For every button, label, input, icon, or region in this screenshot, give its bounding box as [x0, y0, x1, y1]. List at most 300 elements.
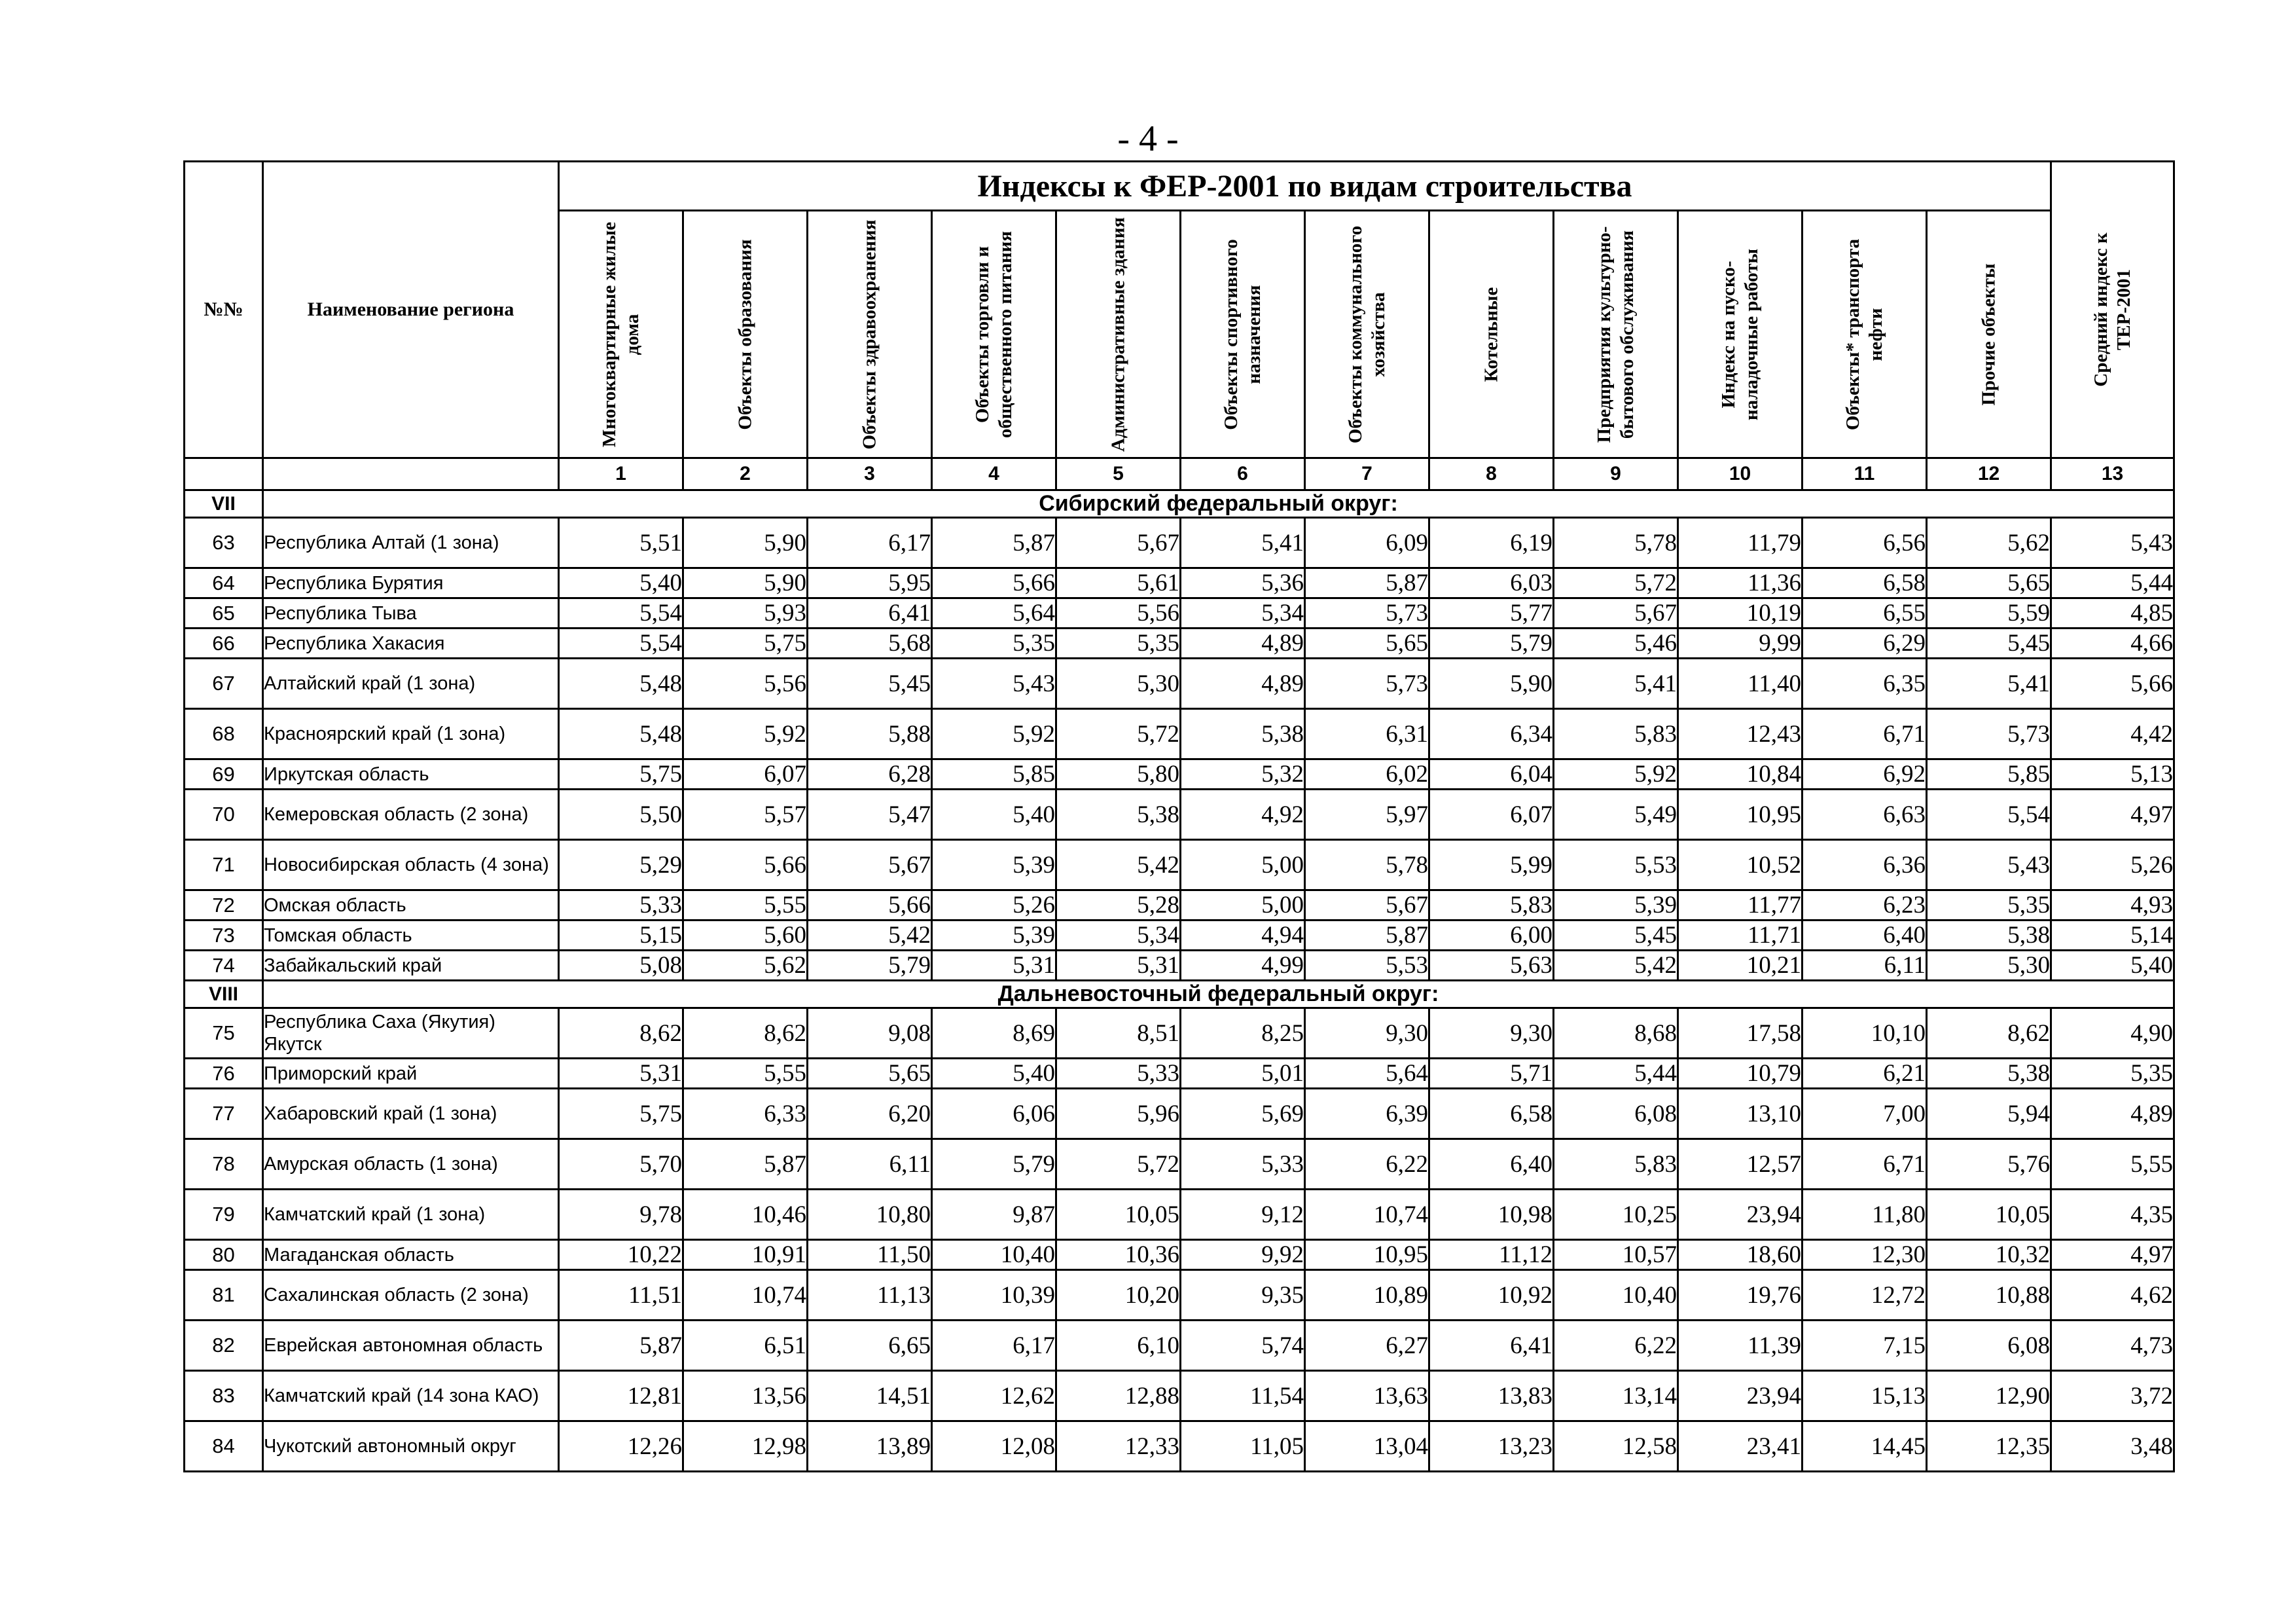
index-value: 5,72 — [1554, 568, 1678, 598]
index-value: 10,19 — [1678, 598, 1803, 629]
index-value: 5,95 — [808, 568, 932, 598]
table-row — [185, 1270, 2174, 1321]
index-value: 5,54 — [559, 598, 683, 629]
index-value: 5,49 — [1554, 790, 1678, 840]
region-name: Республика Тыва — [263, 598, 559, 629]
region-name: Кемеровская область (2 зона) — [263, 790, 559, 840]
index-value: 10,79 — [1678, 1059, 1803, 1089]
region-name: Иркутская область — [263, 759, 559, 790]
table-row — [185, 1321, 2174, 1371]
index-value: 5,41 — [1554, 659, 1678, 709]
index-value: 5,75 — [559, 759, 683, 790]
index-value: 8,62 — [1927, 1008, 2051, 1059]
index-value: 6,65 — [808, 1321, 932, 1371]
index-value: 8,68 — [1554, 1008, 1678, 1059]
region-name: Амурская область (1 зона) — [263, 1139, 559, 1190]
region-name: Хабаровский край (1 зона) — [263, 1089, 559, 1139]
row-number: 82 — [185, 1321, 263, 1371]
index-value: 5,56 — [1056, 598, 1181, 629]
index-value: 5,87 — [1305, 921, 1429, 951]
index-value: 11,79 — [1678, 518, 1803, 568]
index-value: 5,38 — [1927, 921, 2051, 951]
row-number: 76 — [185, 1059, 263, 1089]
index-value: 5,43 — [1927, 840, 2051, 890]
index-value: 5,72 — [1056, 709, 1181, 759]
index-value: 5,45 — [1927, 629, 2051, 659]
index-value: 5,40 — [932, 790, 1056, 840]
region-name: Забайкальский край — [263, 951, 559, 981]
index-value: 6,17 — [808, 518, 932, 568]
region-name: Республика Бурятия — [263, 568, 559, 598]
table-row — [185, 921, 2174, 951]
table-row — [185, 759, 2174, 790]
index-value: 6,40 — [1803, 921, 1927, 951]
table-row — [185, 1139, 2174, 1190]
index-value: 4,99 — [1181, 951, 1305, 981]
column-number: 4 — [932, 458, 1056, 490]
column-number: 10 — [1678, 458, 1803, 490]
index-value: 13,89 — [808, 1421, 932, 1472]
index-value: 5,40 — [932, 1059, 1056, 1089]
index-value: 6,71 — [1803, 1139, 1927, 1190]
index-value: 5,71 — [1429, 1059, 1554, 1089]
index-value: 9,99 — [1678, 629, 1803, 659]
index-value: 17,58 — [1678, 1008, 1803, 1059]
index-value: 5,35 — [932, 629, 1056, 659]
header-nn: №№ — [185, 162, 263, 458]
index-value: 6,21 — [1803, 1059, 1927, 1089]
table-row — [185, 1240, 2174, 1270]
index-value: 9,12 — [1181, 1190, 1305, 1240]
index-value: 6,58 — [1803, 568, 1927, 598]
table-row — [185, 568, 2174, 598]
section-header-row — [185, 490, 2174, 518]
row-number: 75 — [185, 1008, 263, 1059]
region-name: Республика Саха (Якутия) Якутск — [263, 1008, 559, 1059]
index-value: 10,10 — [1803, 1008, 1927, 1059]
index-value: 23,41 — [1678, 1421, 1803, 1472]
index-value: 5,75 — [559, 1089, 683, 1139]
index-value: 5,94 — [1927, 1089, 2051, 1139]
index-value: 5,64 — [1305, 1059, 1429, 1089]
index-value: 10,98 — [1429, 1190, 1554, 1240]
header-col-4: Объекты торговли и общественного питания — [932, 211, 1056, 458]
index-value: 5,67 — [1554, 598, 1678, 629]
row-number: 84 — [185, 1421, 263, 1472]
index-value: 5,42 — [1554, 951, 1678, 981]
table-row — [185, 659, 2174, 709]
index-value: 4,89 — [2051, 1089, 2174, 1139]
index-value: 10,92 — [1429, 1270, 1554, 1321]
index-value: 6,22 — [1554, 1321, 1678, 1371]
index-value: 5,76 — [1927, 1139, 2051, 1190]
section-header-row — [185, 981, 2174, 1008]
table-row — [185, 1089, 2174, 1139]
column-number: 12 — [1927, 458, 2051, 490]
index-value: 13,10 — [1678, 1089, 1803, 1139]
index-value: 6,22 — [1305, 1139, 1429, 1190]
index-value: 5,42 — [808, 921, 932, 951]
column-number: 13 — [2051, 458, 2174, 490]
index-value: 5,66 — [2051, 659, 2174, 709]
index-value: 5,08 — [559, 951, 683, 981]
index-value: 5,92 — [1554, 759, 1678, 790]
index-value: 12,08 — [932, 1421, 1056, 1472]
header-region-name: Наименование региона — [263, 162, 559, 458]
index-value: 6,58 — [1429, 1089, 1554, 1139]
index-value: 5,73 — [1305, 659, 1429, 709]
header-col-8: Котельные — [1429, 211, 1554, 458]
index-value: 6,40 — [1429, 1139, 1554, 1190]
index-value: 5,66 — [808, 890, 932, 921]
row-number: 71 — [185, 840, 263, 890]
index-value: 5,55 — [683, 890, 808, 921]
column-number: 5 — [1056, 458, 1181, 490]
index-value: 5,43 — [932, 659, 1056, 709]
index-value: 5,87 — [559, 1321, 683, 1371]
index-value: 8,25 — [1181, 1008, 1305, 1059]
index-value: 6,41 — [1429, 1321, 1554, 1371]
index-value: 5,66 — [932, 568, 1056, 598]
index-value: 11,77 — [1678, 890, 1803, 921]
index-value: 12,57 — [1678, 1139, 1803, 1190]
index-value: 9,78 — [559, 1190, 683, 1240]
index-value: 10,84 — [1678, 759, 1803, 790]
index-value: 5,31 — [932, 951, 1056, 981]
row-number: 64 — [185, 568, 263, 598]
index-value: 11,71 — [1678, 921, 1803, 951]
region-name: Чукотский автономный округ — [263, 1421, 559, 1472]
index-value: 5,44 — [1554, 1059, 1678, 1089]
index-value: 5,54 — [1927, 790, 2051, 840]
column-number: 11 — [1803, 458, 1927, 490]
table-row — [185, 629, 2174, 659]
index-value: 5,26 — [2051, 840, 2174, 890]
index-value: 11,80 — [1803, 1190, 1927, 1240]
row-number: 77 — [185, 1089, 263, 1139]
index-value: 6,35 — [1803, 659, 1927, 709]
index-value: 5,92 — [683, 709, 808, 759]
index-value: 5,54 — [559, 629, 683, 659]
index-value: 5,75 — [683, 629, 808, 659]
region-name: Республика Хакасия — [263, 629, 559, 659]
index-value: 5,67 — [1056, 518, 1181, 568]
table-row — [185, 890, 2174, 921]
header-col-13: Средний индекс к ТЕР-2001 — [2051, 162, 2174, 458]
region-name: Приморский край — [263, 1059, 559, 1089]
index-value: 6,08 — [1927, 1321, 2051, 1371]
index-value: 5,45 — [1554, 921, 1678, 951]
index-value: 6,09 — [1305, 518, 1429, 568]
index-value: 5,35 — [1927, 890, 2051, 921]
region-name: Омская область — [263, 890, 559, 921]
index-value: 5,80 — [1056, 759, 1181, 790]
index-value: 6,19 — [1429, 518, 1554, 568]
index-value: 11,39 — [1678, 1321, 1803, 1371]
table-row — [185, 598, 2174, 629]
column-number: 2 — [683, 458, 808, 490]
index-value: 6,55 — [1803, 598, 1927, 629]
row-number: 66 — [185, 629, 263, 659]
index-value: 5,90 — [1429, 659, 1554, 709]
index-value: 5,35 — [1056, 629, 1181, 659]
index-value: 12,33 — [1056, 1421, 1181, 1472]
table-row — [185, 1190, 2174, 1240]
index-value: 4,73 — [2051, 1321, 2174, 1371]
column-number: 1 — [559, 458, 683, 490]
index-value: 13,83 — [1429, 1371, 1554, 1421]
index-value: 6,92 — [1803, 759, 1927, 790]
index-value: 6,11 — [808, 1139, 932, 1190]
index-value: 14,51 — [808, 1371, 932, 1421]
table-row — [185, 709, 2174, 759]
index-value: 5,67 — [808, 840, 932, 890]
row-number: 65 — [185, 598, 263, 629]
index-value: 10,89 — [1305, 1270, 1429, 1321]
index-value: 6,07 — [683, 759, 808, 790]
index-value: 8,62 — [559, 1008, 683, 1059]
index-value: 5,34 — [1181, 598, 1305, 629]
index-value: 6,39 — [1305, 1089, 1429, 1139]
index-value: 5,73 — [1927, 709, 2051, 759]
index-value: 10,88 — [1927, 1270, 2051, 1321]
index-value: 13,23 — [1429, 1421, 1554, 1472]
index-value: 5,83 — [1554, 709, 1678, 759]
index-value: 5,41 — [1927, 659, 2051, 709]
index-value: 12,26 — [559, 1421, 683, 1472]
column-number: 6 — [1181, 458, 1305, 490]
index-value: 4,89 — [1181, 659, 1305, 709]
index-cell-empty — [185, 458, 263, 490]
index-value: 5,30 — [1056, 659, 1181, 709]
index-value: 5,96 — [1056, 1089, 1181, 1139]
index-value: 5,78 — [1554, 518, 1678, 568]
index-value: 6,51 — [683, 1321, 808, 1371]
column-number: 7 — [1305, 458, 1429, 490]
index-value: 5,00 — [1181, 890, 1305, 921]
index-value: 6,04 — [1429, 759, 1554, 790]
index-value: 12,58 — [1554, 1421, 1678, 1472]
page-number: - 4 - — [1117, 119, 1179, 159]
index-value: 12,30 — [1803, 1240, 1927, 1270]
region-name: Алтайский край (1 зона) — [263, 659, 559, 709]
index-value: 10,46 — [683, 1190, 808, 1240]
index-value: 5,70 — [559, 1139, 683, 1190]
index-value: 5,68 — [808, 629, 932, 659]
index-value: 7,00 — [1803, 1089, 1927, 1139]
index-value: 5,48 — [559, 659, 683, 709]
region-name: Новосибирская область (4 зона) — [263, 840, 559, 890]
section-roman: VII — [185, 490, 263, 518]
index-value: 6,23 — [1803, 890, 1927, 921]
index-value: 5,43 — [2051, 518, 2174, 568]
index-value: 5,85 — [1927, 759, 2051, 790]
header-col-10: Индекс на пуско-наладочные работы — [1678, 211, 1803, 458]
column-number: 3 — [808, 458, 932, 490]
index-value: 13,04 — [1305, 1421, 1429, 1472]
index-value: 5,62 — [683, 951, 808, 981]
index-value: 18,60 — [1678, 1240, 1803, 1270]
index-value: 4,62 — [2051, 1270, 2174, 1321]
index-value: 4,66 — [2051, 629, 2174, 659]
row-number: 74 — [185, 951, 263, 981]
header-col-1: Многоквартирные жилые дома — [559, 211, 683, 458]
index-value: 10,95 — [1678, 790, 1803, 840]
index-value: 10,40 — [932, 1240, 1056, 1270]
index-value: 10,05 — [1927, 1190, 2051, 1240]
index-value: 5,78 — [1305, 840, 1429, 890]
index-value: 5,87 — [932, 518, 1056, 568]
column-number: 8 — [1429, 458, 1554, 490]
index-value: 4,97 — [2051, 1240, 2174, 1270]
index-value: 5,47 — [808, 790, 932, 840]
index-value: 10,80 — [808, 1190, 932, 1240]
index-value: 13,14 — [1554, 1371, 1678, 1421]
index-value: 10,74 — [683, 1270, 808, 1321]
row-number: 81 — [185, 1270, 263, 1321]
index-value: 5,90 — [683, 518, 808, 568]
index-value: 5,50 — [559, 790, 683, 840]
index-value: 8,62 — [683, 1008, 808, 1059]
index-value: 5,79 — [932, 1139, 1056, 1190]
index-value: 4,35 — [2051, 1190, 2174, 1240]
index-value: 10,21 — [1678, 951, 1803, 981]
index-value: 5,34 — [1056, 921, 1181, 951]
index-value: 6,03 — [1429, 568, 1554, 598]
index-value: 6,20 — [808, 1089, 932, 1139]
index-value: 4,89 — [1181, 629, 1305, 659]
index-value: 6,71 — [1803, 709, 1927, 759]
index-value: 5,29 — [559, 840, 683, 890]
index-value: 6,08 — [1554, 1089, 1678, 1139]
index-value: 5,38 — [1056, 790, 1181, 840]
index-value: 12,72 — [1803, 1270, 1927, 1321]
header-col-5: Административные здания — [1056, 211, 1181, 458]
index-value: 5,73 — [1305, 598, 1429, 629]
region-name: Камчатский край (14 зона КАО) — [263, 1371, 559, 1421]
index-value: 6,02 — [1305, 759, 1429, 790]
index-value: 6,10 — [1056, 1321, 1181, 1371]
index-value: 5,92 — [932, 709, 1056, 759]
index-value: 7,15 — [1803, 1321, 1927, 1371]
index-value: 4,94 — [1181, 921, 1305, 951]
index-value: 5,33 — [1056, 1059, 1181, 1089]
row-number: 80 — [185, 1240, 263, 1270]
index-value: 10,39 — [932, 1270, 1056, 1321]
index-value: 5,62 — [1927, 518, 2051, 568]
index-value: 12,88 — [1056, 1371, 1181, 1421]
header-group-title: Индексы к ФЕР-2001 по видам строительства — [559, 162, 2051, 211]
section-title: Сибирский федеральный округ: — [263, 490, 2174, 518]
region-name: Сахалинская область (2 зона) — [263, 1270, 559, 1321]
index-value: 10,95 — [1305, 1240, 1429, 1270]
index-value: 9,30 — [1305, 1008, 1429, 1059]
index-value: 5,65 — [1927, 568, 2051, 598]
index-value: 3,72 — [2051, 1371, 2174, 1421]
row-number: 69 — [185, 759, 263, 790]
index-value: 11,13 — [808, 1270, 932, 1321]
index-value: 8,69 — [932, 1008, 1056, 1059]
index-value: 9,92 — [1181, 1240, 1305, 1270]
index-value: 11,36 — [1678, 568, 1803, 598]
index-value: 10,57 — [1554, 1240, 1678, 1270]
row-number: 63 — [185, 518, 263, 568]
row-number: 67 — [185, 659, 263, 709]
index-value: 5,56 — [683, 659, 808, 709]
index-value: 9,08 — [808, 1008, 932, 1059]
index-value: 11,51 — [559, 1270, 683, 1321]
index-value: 5,01 — [1181, 1059, 1305, 1089]
row-number: 73 — [185, 921, 263, 951]
index-cell-empty — [263, 458, 559, 490]
index-value: 5,53 — [1554, 840, 1678, 890]
index-value: 3,48 — [2051, 1421, 2174, 1472]
index-value: 10,22 — [559, 1240, 683, 1270]
index-value: 6,11 — [1803, 951, 1927, 981]
index-value: 5,57 — [683, 790, 808, 840]
index-value: 14,45 — [1803, 1421, 1927, 1472]
index-value: 5,39 — [1554, 890, 1678, 921]
index-value: 5,15 — [559, 921, 683, 951]
index-value: 5,00 — [1181, 840, 1305, 890]
index-value: 5,26 — [932, 890, 1056, 921]
index-value: 6,33 — [683, 1089, 808, 1139]
index-value: 5,33 — [559, 890, 683, 921]
region-name: Томская область — [263, 921, 559, 951]
index-value: 23,94 — [1678, 1190, 1803, 1240]
index-value: 5,13 — [2051, 759, 2174, 790]
section-roman: VIII — [185, 981, 263, 1008]
index-value: 4,97 — [2051, 790, 2174, 840]
index-value: 5,87 — [683, 1139, 808, 1190]
index-value: 6,41 — [808, 598, 932, 629]
index-value: 6,63 — [1803, 790, 1927, 840]
index-value: 5,74 — [1181, 1321, 1305, 1371]
index-value: 5,38 — [1181, 709, 1305, 759]
index-value: 10,25 — [1554, 1190, 1678, 1240]
index-value: 5,55 — [2051, 1139, 2174, 1190]
index-value: 4,85 — [2051, 598, 2174, 629]
table-row — [185, 1421, 2174, 1472]
index-value: 9,87 — [932, 1190, 1056, 1240]
index-value: 12,62 — [932, 1371, 1056, 1421]
index-value: 8,51 — [1056, 1008, 1181, 1059]
index-value: 6,17 — [932, 1321, 1056, 1371]
index-value: 12,35 — [1927, 1421, 2051, 1472]
table-row — [185, 1059, 2174, 1089]
table-row — [185, 1008, 2174, 1059]
index-value: 5,51 — [559, 518, 683, 568]
index-value: 5,67 — [1305, 890, 1429, 921]
index-value: 5,79 — [808, 951, 932, 981]
index-value: 6,56 — [1803, 518, 1927, 568]
row-number: 79 — [185, 1190, 263, 1240]
section-title: Дальневосточный федеральный округ: — [263, 981, 2174, 1008]
index-value: 10,20 — [1056, 1270, 1181, 1321]
index-value: 5,28 — [1056, 890, 1181, 921]
row-number: 78 — [185, 1139, 263, 1190]
index-value: 10,91 — [683, 1240, 808, 1270]
index-value: 5,90 — [683, 568, 808, 598]
index-value: 5,66 — [683, 840, 808, 890]
index-table — [183, 160, 2175, 1472]
row-number: 70 — [185, 790, 263, 840]
table-row — [185, 951, 2174, 981]
row-number: 68 — [185, 709, 263, 759]
index-value: 13,56 — [683, 1371, 808, 1421]
index-value: 5,93 — [683, 598, 808, 629]
index-value: 5,30 — [1927, 951, 2051, 981]
